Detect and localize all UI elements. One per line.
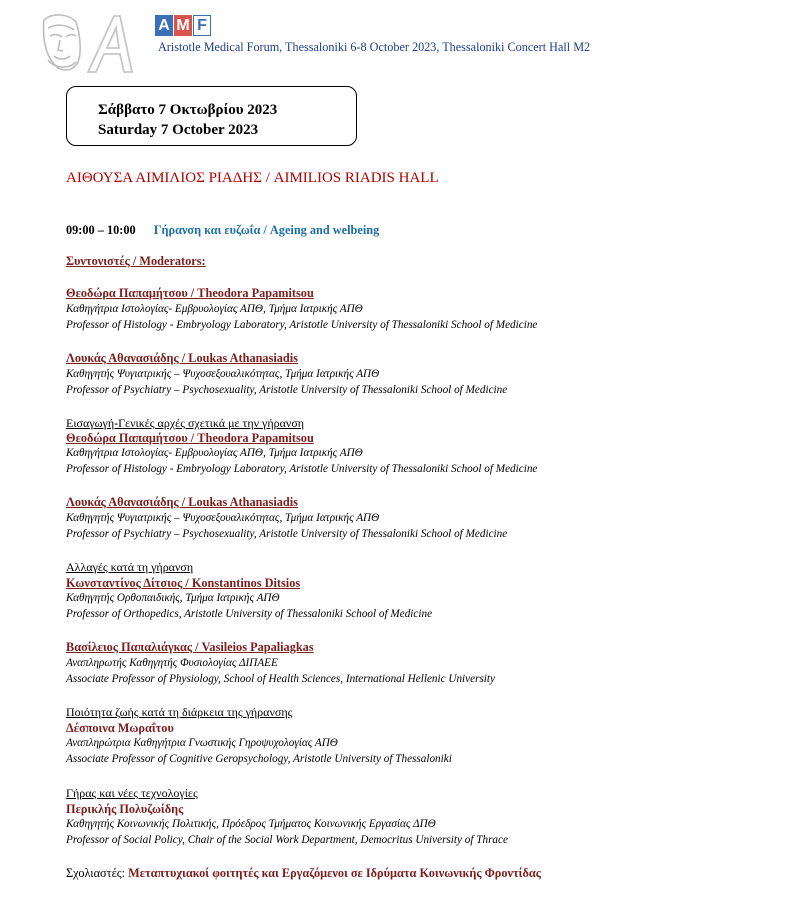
speaker-affiliation-greek: Καθηγητής Ορθοπαιδικής, Τμήμα Ιατρικής ΑΠΘ: [66, 592, 280, 604]
speaker-name: Δέσποινα Μωραΐτου: [66, 721, 174, 735]
speaker-affiliation-english: Professor of Social Policy, Chair of the Social Work Department, Democritus University of Thrace: [66, 834, 508, 846]
speaker-name: Περικλής Πολυζωίδης: [66, 802, 184, 816]
moderator-affiliation-greek: Καθηγητής Ψυγιατρικής – Ψυχοσεξουαλικότητας, Τμήμα Ιατρικής ΑΠΘ: [66, 368, 380, 380]
amf-logo: [155, 15, 212, 36]
commentators-text: Μεταπτυχιακοί φοιτητές και Εργαζόμενοι σε Ιδρύματα Κοινωνικής Φροντίδας: [128, 866, 541, 880]
moderator-affiliation-english: Professor of Histology - Embryology Laboratory, Aristotle University of Thessaloniki School of Medicine: [66, 319, 538, 331]
moderators-label: Συντονιστές / Moderators:: [66, 254, 206, 268]
amf-logo-letter-m: M: [174, 15, 192, 36]
speaker-affiliation-english: Associate Professor of Cognitive Geropsychology, Aristotle University of Thessaloniki: [66, 753, 452, 765]
commentators-label: Σχολιαστές:: [66, 866, 126, 880]
talk-topic: Εισαγωγή-Γενικές αρχές σχετικά με την γήρανση: [66, 416, 305, 430]
speaker-name: Κωνσταντίνος Δίτσιος / Konstantinos Ditsios: [66, 576, 301, 590]
session-header: [66, 221, 379, 239]
talk-topic: Γήρας και νέες τεχνολογίες: [66, 786, 198, 800]
speaker-name: Θεοδώρα Παπαμήτσου / Theodora Papamitsou: [66, 431, 314, 445]
session-time: 09:00 – 10:00: [66, 223, 136, 237]
speaker-affiliation-english: Associate Professor of Physiology, School of Health Sciences, International Hellenic University: [66, 673, 495, 685]
speaker-affiliation-english: Professor of Psychiatry – Psychosexuality, Aristotle University of Thessaloniki School of Medicine: [66, 528, 508, 540]
speaker-affiliation-english: Professor of Orthopedics, Aristotle University of Thessaloniki School of Medicine: [66, 608, 433, 620]
aristotle-logo: [36, 10, 134, 74]
forum-title: Aristotle Medical Forum, Thessaloniki 6-8 October 2023, Thessaloniki Concert Hall M2: [158, 40, 591, 54]
speaker-name: Λουκάς Αθανασιάδης / Loukas Athanasiadis: [66, 495, 298, 509]
amf-logo-letter-f: F: [193, 15, 211, 36]
moderator-affiliation-english: Professor of Psychiatry – Psychosexuality, Aristotle University of Thessaloniki School of Medicine: [66, 384, 508, 396]
moderator-name: Θεοδώρα Παπαμήτσου / Theodora Papamitsou: [66, 286, 314, 300]
speaker-affiliation-greek: Καθηγητής Κοινωνικής Πολιτικής, Πρόεδρος Τμήματος Κοινωνικής Εργασίας ΔΠΘ: [66, 818, 436, 830]
date-greek: Σάββατο 7 Οκτωβρίου 2023: [98, 102, 278, 118]
speaker-affiliation-english: Professor of Histology - Embryology Laboratory, Aristotle University of Thessaloniki School of Medicine: [66, 463, 538, 475]
speaker-name: Βασίλειος Παπαλιάγκας / Vasileios Papaliagkas: [66, 640, 314, 654]
session-title: Γήρανση και ευζωΐα / Ageing and welbeing: [153, 223, 380, 237]
commentators: [66, 866, 541, 881]
speaker-affiliation-greek: Αναπληρώτρια Καθηγήτρια Γνωστικής Γηροψυχολογίας ΑΠΘ: [66, 737, 338, 749]
date-english: Saturday 7 October 2023: [98, 122, 259, 138]
speaker-affiliation-greek: Αναπληρωτής Καθηγητής Φυσιολογίας ΔΙΠΑΕΕ: [66, 657, 278, 669]
moderator-name: Λουκάς Αθανασιάδης / Loukas Athanasiadis: [66, 351, 298, 365]
moderator-affiliation-greek: Καθηγήτρια Ιστολογίας- Εμβρυολογίας ΑΠΘ, Τμήμα Ιατρικής ΑΠΘ: [66, 303, 363, 315]
talk-topic: Ποιότητα ζωής κατά τη διάρκεια της γήρανσης: [66, 705, 293, 719]
speaker-affiliation-greek: Καθηγητής Ψυγιατρικής – Ψυχοσεξουαλικότητας, Τμήμα Ιατρικής ΑΠΘ: [66, 512, 380, 524]
date-box: [66, 86, 357, 146]
talk-topic: Αλλαγές κατά τη γήρανση: [66, 560, 194, 574]
amf-logo-letter-a: A: [155, 15, 173, 36]
speaker-affiliation-greek: Καθηγήτρια Ιστολογίας- Εμβρυολογίας ΑΠΘ, Τμήμα Ιατρικής ΑΠΘ: [66, 447, 363, 459]
hall-title: ΑΙΘΟΥΣΑ ΑΙΜΙΛΙΟΣ ΡΙΑΔΗΣ / AIMILIOS RIADIS HALL: [66, 170, 439, 186]
